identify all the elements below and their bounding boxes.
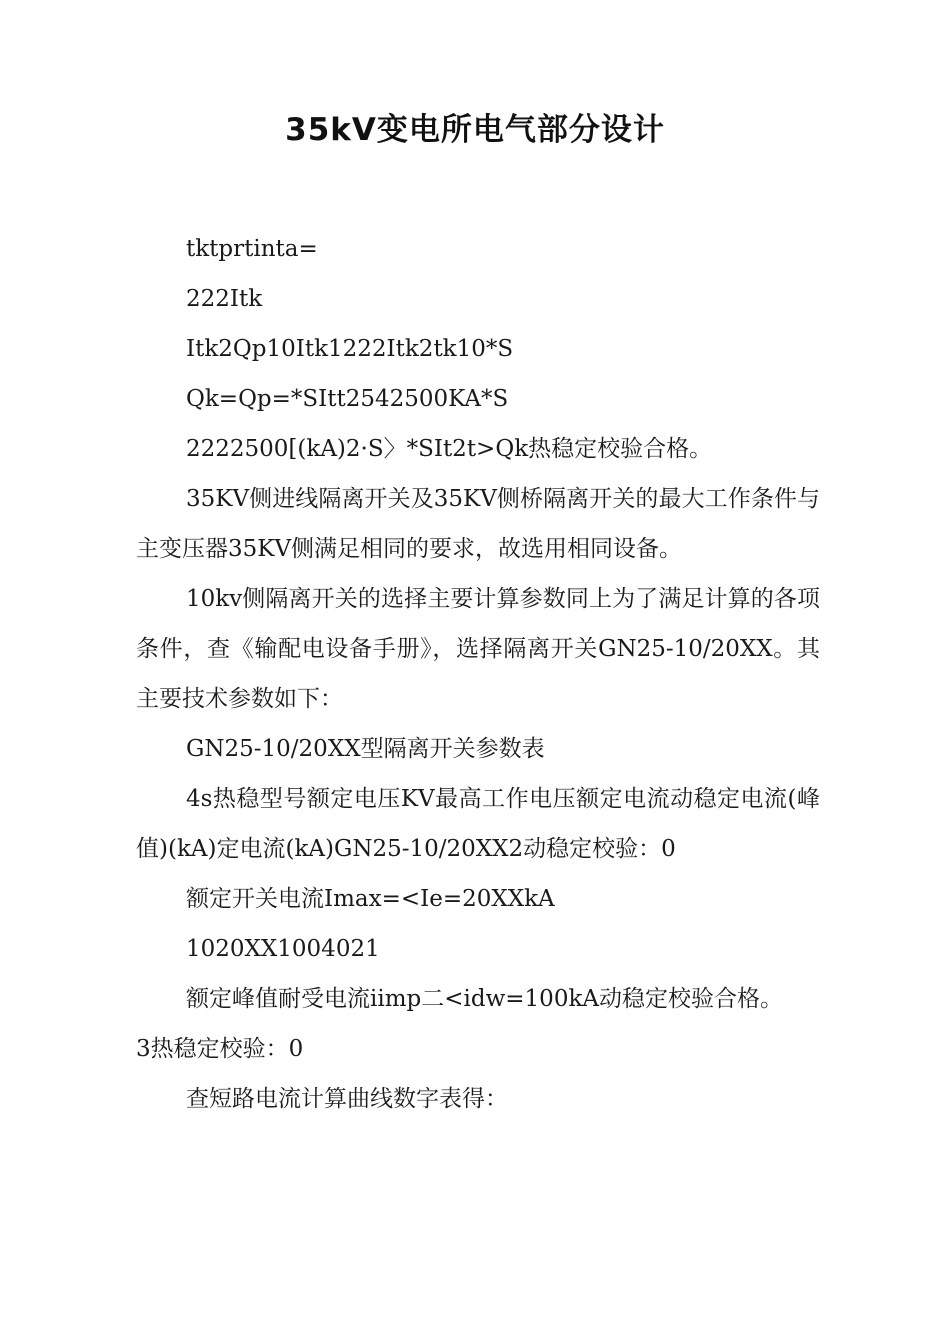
document-title: 35kV变电所电气部分设计 [285, 112, 665, 148]
formula-line: Qk=Qp=*SItt2542500KA*S [186, 386, 509, 412]
formula-line: 2222500[(kA)2·S〉*SIt2t>Qk热稳定校验合格。 [186, 436, 713, 462]
formula-line: tktprtinta= [186, 236, 318, 262]
formula-line: 额定开关电流Imax=<Ie=20XXkA [186, 886, 555, 912]
table-caption: GN25-10/20XX型隔离开关参数表 [186, 736, 545, 762]
formula-line: Itk2Qp10Itk1222Itk2tk10*S [186, 336, 514, 362]
body-paragraph: 3热稳定校验：0 [136, 1036, 304, 1062]
body-paragraph: 35KV侧进线隔离开关及35KV侧桥隔离开关的最大工作条件与主变压器35KV侧满足相同的要求，故选用相同设备。 [136, 486, 820, 562]
formula-line: 222Itk [186, 286, 263, 312]
formula-line: 1020XX1004021 [186, 936, 380, 962]
document-body [136, 224, 820, 1124]
body-paragraph: 4s热稳型号额定电压KV最高工作电压额定电流动稳定电流(峰值)(kA)定电流(kA)GN25-10/20XX2动稳定校验：0 [136, 786, 820, 862]
body-paragraph: 查短路电流计算曲线数字表得： [186, 1086, 508, 1112]
body-paragraph: 额定峰值耐受电流iimp二<idw=100kA动稳定校验合格。 [186, 986, 784, 1012]
body-paragraph: 10kv侧隔离开关的选择主要计算参数同上为了满足计算的各项条件，查《输配电设备手册》，选择隔离开关GN25-10/20XX。其主要技术参数如下： [136, 586, 820, 712]
